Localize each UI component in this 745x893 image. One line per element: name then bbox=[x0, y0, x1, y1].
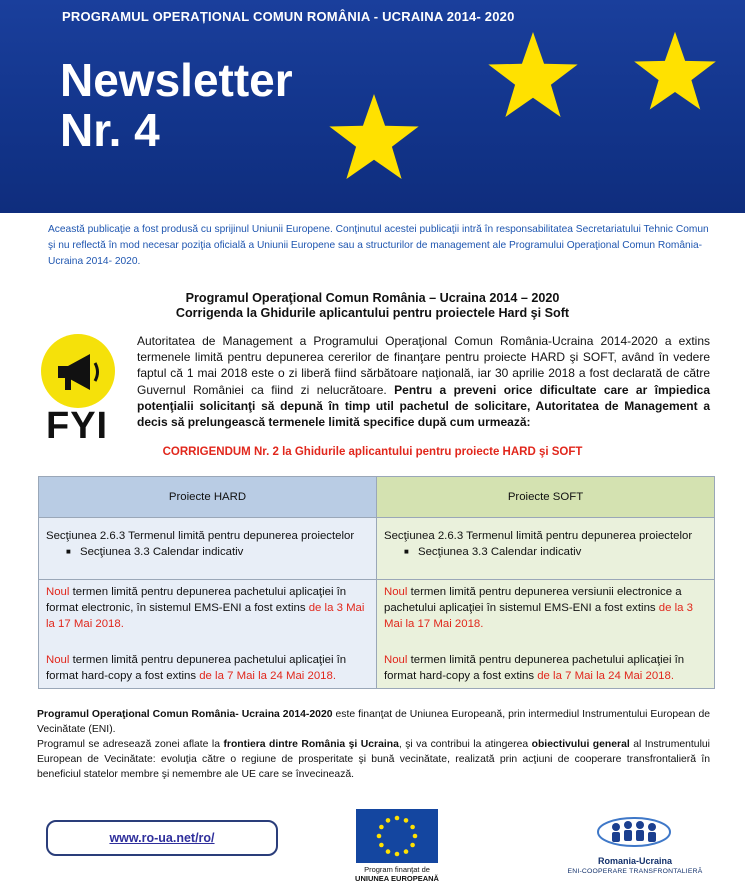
bullet-icon: ■ bbox=[66, 547, 71, 556]
column-header-soft: Proiecte SOFT bbox=[377, 477, 715, 518]
noul-label: Noul bbox=[384, 586, 408, 598]
intro-text: Autoritatea de Management a Programului Operaţional Comun România-Ucraina 2014-2020 a extins termenele limită pentru depunerea cererilor de finanţare pentru proiecte HARD şi SOFT, având în vedere faptul că 1 mai 2018 este o zi liberă fiind sărbătoare naţională, iar 30 aprilie 2018 a fost declarată de către Guvernul României ca fiind zi nelucrătoare. bbox=[137, 334, 710, 397]
hard-section-text: Secţiunea 2.6.3 Termenul limită pentru depunerea proiectelor bbox=[46, 530, 355, 542]
objective-paragraph bbox=[37, 737, 710, 782]
article-subheading: Corrigenda la Ghidurile aplicantului pentru proiectele Hard şi Soft bbox=[175, 306, 570, 320]
eu-flag-logo bbox=[356, 809, 438, 863]
hard-bullet-text: Secţiunea 3.3 Calendar indicativ bbox=[80, 546, 244, 558]
romania-ucraina-caption: Romania-Ucraina bbox=[597, 856, 673, 866]
newsletter-title bbox=[60, 55, 293, 155]
article-heading: Programul Operaţional Comun România – Ucraina 2014 – 2020 bbox=[185, 291, 560, 305]
noul-label: Noul bbox=[46, 586, 70, 598]
objective-text: al Instrumentului European de Vecinătate: evoluţia către o regiune de prosperitate şi bună vecinătate, realizată prin acţiuni de cooperare transfrontalieră în beneficiul statelor membre şi nemembre ale UE care se învecinează. bbox=[37, 739, 710, 780]
deadline-dates: de la 3 Mai la 17 Mai 2018. bbox=[384, 602, 693, 630]
megaphone-icon bbox=[38, 333, 118, 413]
title-line-2: Nr. 4 bbox=[60, 104, 160, 156]
hard-electronic-deadline bbox=[46, 584, 369, 652]
column-header-hard: Proiecte HARD bbox=[39, 477, 377, 518]
deadline-text: termen limită pentru depunerea pachetului aplicaţiei în format hard-copy a fost extins bbox=[46, 654, 347, 682]
objective-text: , şi va contribui la atingerea bbox=[398, 739, 532, 750]
program-name: PROGRAMUL OPERAȚIONAL COMUN ROMÂNIA - UCRAINA 2014- 2020 bbox=[62, 9, 515, 24]
deadline-text: termen limită pentru depunerea pachetului aplicaţiei în format electronic, în sistemul EMS-ENI a fost extins bbox=[46, 586, 347, 614]
header-banner bbox=[0, 0, 745, 213]
corrigendum-table bbox=[38, 476, 715, 689]
eu-caption bbox=[340, 865, 454, 883]
funding-text: este finanţat de Uniunea Europeană, prin intermediul Instrumentului European de Vecinătate (ENI). bbox=[37, 709, 710, 735]
hard-section-cell bbox=[39, 518, 377, 580]
hard-deadline-cell bbox=[39, 580, 377, 689]
noul-label: Noul bbox=[384, 654, 408, 666]
deadline-text: termen limită pentru depunerea pachetului aplicaţiei în format hard-copy a fost extins bbox=[384, 654, 685, 682]
eni-caption: ENI-COOPERARE TRANSFRONTALIERĂ bbox=[567, 868, 703, 875]
eu-disclaimer: Această publicaţie a fost produsă cu sprijinul Uniunii Europene. Conţinutul acestei publicaţii intră în responsabilitatea Secretariatului Tehnic Comun şi nu reflectă în mod necesar poziţia oficială a Uniunii Europene sau a structurilor de management ale Programului Operaţional Comun România- Ucraina 2014- 2020. bbox=[48, 224, 709, 267]
bullet-icon: ■ bbox=[404, 547, 409, 556]
soft-section-cell bbox=[377, 518, 715, 580]
corrigendum-title: CORRIGENDUM Nr. 2 la Ghidurile aplicantului pentru proiecte HARD şi SOFT bbox=[162, 446, 583, 458]
objective-bold: obiectivului general bbox=[531, 739, 630, 750]
program-info bbox=[37, 707, 710, 782]
list-item bbox=[404, 544, 707, 560]
soft-bullet-text: Secţiunea 3.3 Calendar indicativ bbox=[418, 546, 582, 558]
list-item bbox=[66, 544, 369, 560]
fyi-label: FYI bbox=[46, 405, 109, 447]
website-link[interactable]: www.ro-ua.net/ro/ bbox=[109, 831, 215, 845]
border-bold: frontiera dintre România şi Ucraina bbox=[223, 739, 399, 750]
fyi-icon bbox=[38, 333, 118, 448]
table-header-row bbox=[39, 477, 715, 518]
eu-star-icon bbox=[325, 92, 423, 186]
eu-star-icon bbox=[630, 30, 720, 116]
soft-electronic-deadline bbox=[384, 584, 707, 652]
table-row bbox=[39, 580, 715, 689]
deadline-text: termen limită pentru depunerea versiunii electronice a pachetului aplicaţiei în sistemul EMS-ENI a fost extins bbox=[384, 586, 682, 614]
objective-text: Programul se adresează zonei aflate la bbox=[37, 739, 224, 750]
romania-ucraina-logo bbox=[594, 809, 674, 855]
noul-label: Noul bbox=[46, 654, 70, 666]
intro-paragraph bbox=[137, 333, 710, 430]
program-name-bold: Programul Operaţional Comun România- Ucraina 2014-2020 bbox=[37, 709, 333, 720]
eu-caption-line2: UNIUNEA EUROPEANĂ bbox=[355, 874, 439, 883]
intro-bold-text: Pentru a preveni orice dificultate care ar împiedica potenţialii solicitanţi să depună în timp util pachetul de solicitare, Autoritatea de Management a decis să prelungească termenele limită specifice după cum urmează: bbox=[137, 382, 711, 430]
eu-stars-icon bbox=[356, 809, 438, 863]
title-line-1: Newsletter bbox=[60, 54, 293, 106]
deadline-dates: de la 7 Mai la 24 Mai 2018. bbox=[537, 670, 674, 682]
eu-caption-line1: Program finanţat de bbox=[364, 865, 430, 874]
funding-paragraph bbox=[37, 707, 710, 737]
website-link-box[interactable] bbox=[46, 820, 278, 856]
deadline-dates: de la 7 Mai la 24 Mai 2018. bbox=[199, 670, 336, 682]
soft-section-text: Secţiunea 2.6.3 Termenul limită pentru depunerea proiectelor bbox=[384, 530, 693, 542]
deadline-dates: de la 3 Mai la 17 Mai 2018. bbox=[46, 602, 365, 630]
soft-hardcopy-deadline bbox=[384, 652, 707, 684]
soft-deadline-cell bbox=[377, 580, 715, 689]
eu-star-icon bbox=[484, 30, 582, 124]
table-row bbox=[39, 518, 715, 580]
hard-hardcopy-deadline bbox=[46, 652, 369, 684]
